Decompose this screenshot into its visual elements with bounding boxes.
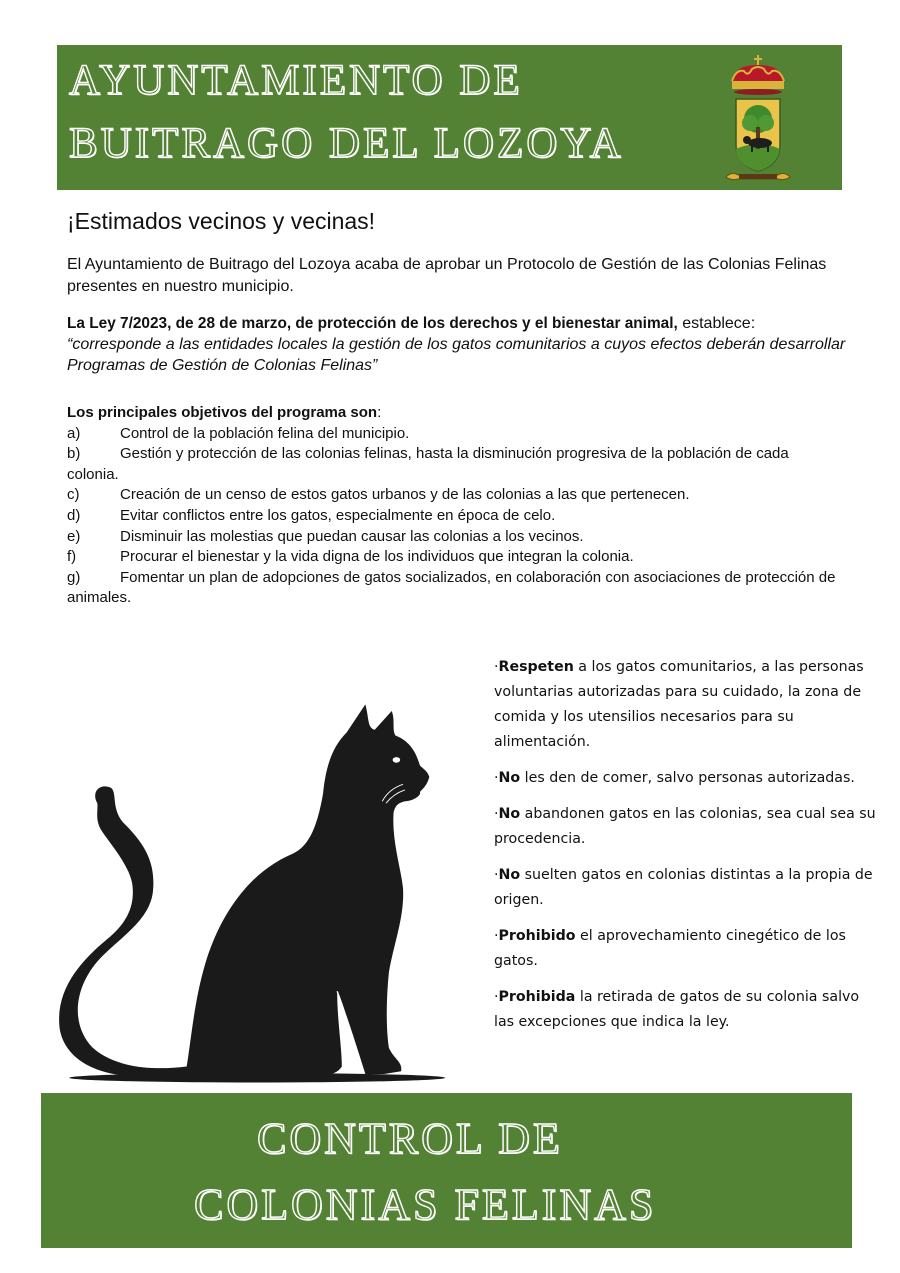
rule-item [494,985,879,1035]
objective-text: Control de la población felina del municipio. [120,424,410,442]
objectives-heading [67,403,837,424]
footer-title-line2: COLONIAS FELINAS [194,1180,657,1229]
footer-banner [41,1093,852,1248]
objective-letter: b) [67,445,81,463]
rule-keyword: Respeten [498,659,574,675]
header-banner [57,45,842,190]
rule-keyword: Prohibida [498,989,576,1005]
bullet: · [494,659,499,675]
objective-text: Creación de un censo de estos gatos urbanos y de las colonias a las que pertenecen. [120,486,690,504]
rule-text: a los gatos comunitarios, a las personas voluntarias autorizadas para su cuidado, la zona de comida y los utensilios necesarios para su alimentación. [494,659,864,750]
objective-item [67,547,837,568]
law-paragraph [67,313,857,376]
greeting-heading: ¡Estimados vecinos y vecinas! [67,208,376,234]
objective-item [67,424,837,445]
objective-text: Evitar conflictos entre los gatos, especialmente en época de celo. [120,506,556,524]
coat-of-arms-icon [722,53,794,183]
objective-text: Procurar el bienestar y la vida digna de los individuos que integran la colonia. [120,548,634,566]
objective-text: Disminuir las molestias que puedan causar las colonias a los vecinos. [120,527,584,545]
rule-item [494,802,879,852]
objective-letter: a) [67,424,81,442]
rule-text: el aprovechamiento cinegético de los gatos. [494,928,846,969]
rule-keyword: Prohibido [498,928,576,944]
objective-item [67,506,837,527]
objective-item [67,444,837,485]
rule-keyword: No [498,867,521,883]
rule-item [494,924,879,974]
objectives-heading-colon: : [377,404,382,421]
header-title-line2: BUITRAGO DEL LOZOYA [69,120,624,167]
objective-item [67,485,837,506]
intro-paragraph: El Ayuntamiento de Buitrago del Lozoya acaba de aprobar un Protocolo de Gestión de las Colonias Felinas presentes en nuestro municipio. [67,256,827,295]
objective-letter: d) [67,506,81,524]
objective-letter: f) [67,548,77,566]
law-verb: establece: [677,315,756,332]
black-cat-silhouette-icon [55,690,450,1095]
bullet: · [494,770,499,786]
rule-keyword: No [498,770,521,786]
rule-text: la retirada de gatos de su colonia salvo las excepciones que indica la ley. [494,989,860,1030]
objectives-heading-text: Los principales objetivos del programa son [67,404,378,421]
rule-keyword: No [498,806,521,822]
footer-title-line1: CONTROL DE [257,1114,563,1163]
objective-letter: g) [67,568,81,586]
objective-text: Gestión y protección de las colonias felinas, hasta la disminución progresiva de la población de cada colonia. [67,445,789,483]
objectives-list [67,403,837,609]
objective-letter: e) [67,527,81,545]
rule-item [494,863,879,913]
rule-text: suelten gatos en colonias distintas a la propia de origen. [494,867,873,908]
rule-item [494,655,879,755]
header-title-line1: AYUNTAMIENTO DE [69,57,523,104]
bullet: · [494,806,499,822]
bullet: · [494,867,499,883]
law-quote: “corresponde a las entidades locales la gestión de los gatos comunitarios a cuyos efectos deberán desarrollar Programas de Gestión de Colonias Felinas” [67,336,846,374]
objective-item [67,527,837,548]
objective-text: Fomentar un plan de adopciones de gatos socializados, en colaboración con asociaciones de protección de animales. [67,568,836,607]
law-title: La Ley 7/2023, de 28 de marzo, de protección de los derechos y el bienestar animal, [67,315,678,332]
rule-item [494,766,879,791]
rule-text: abandonen gatos en las colonias, sea cual sea su procedencia. [494,806,876,847]
bullet: · [494,989,499,1005]
objective-letter: c) [67,486,80,504]
bullet: · [494,928,499,944]
rule-text: les den de comer, salvo personas autorizadas. [520,770,855,786]
objective-item [67,568,837,609]
rules-list [494,655,879,1046]
